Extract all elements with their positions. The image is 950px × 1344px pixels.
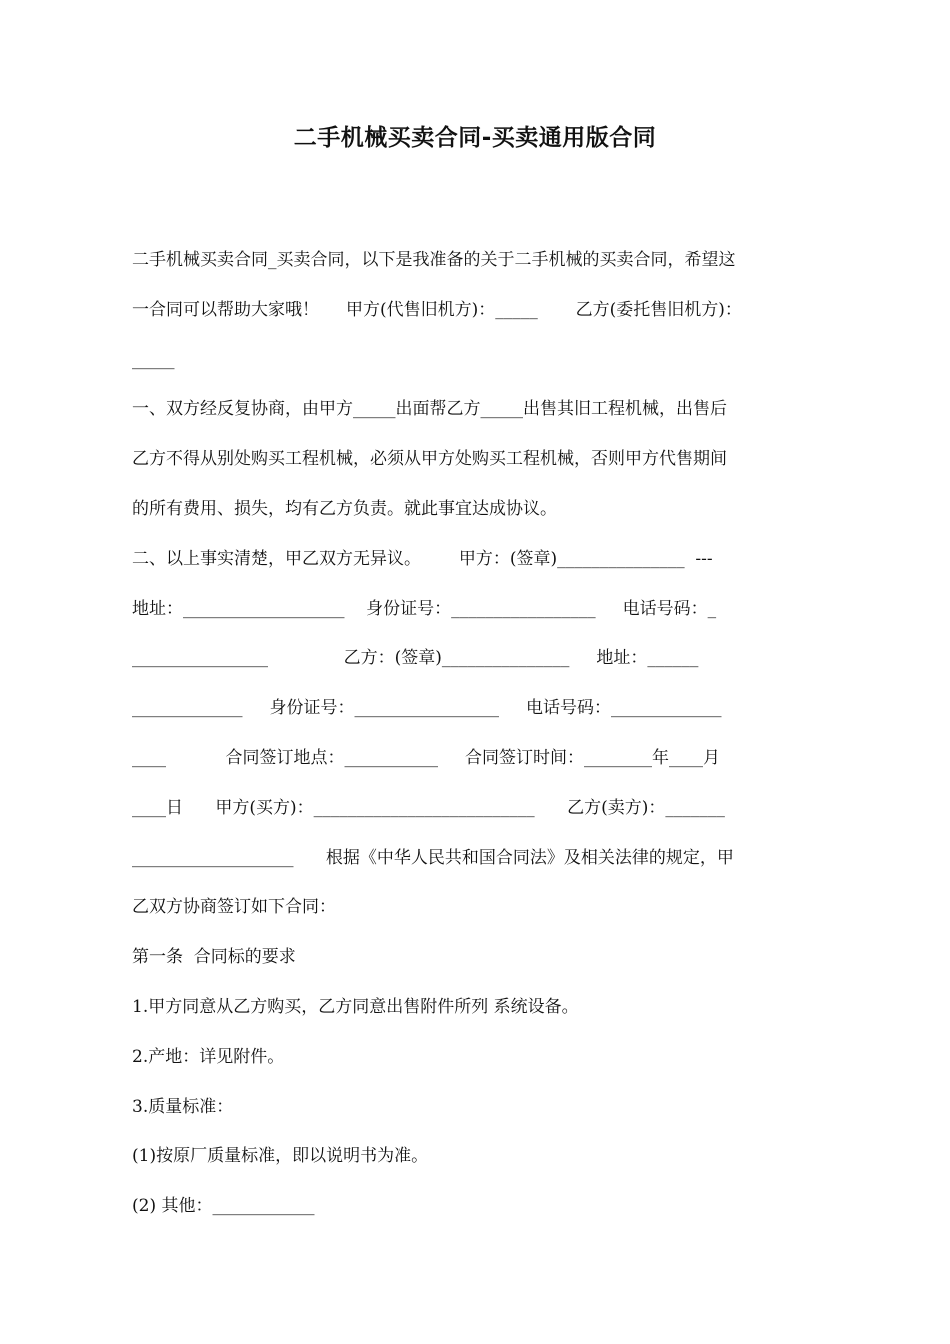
text-line: 3.质量标准： [132, 1096, 234, 1117]
text-line: 的所有费用、损失，均有乙方负责。就此事宜达成协议。 [132, 498, 557, 519]
text-line: ____ 合同签订地点：___________ 合同签订时间：________年____月 [132, 747, 720, 768]
text-line: 乙方不得从别处购买工程机械，必须从甲方处购买工程机械，否则甲方代售期间 [132, 449, 727, 470]
text-line: 二、以上事实清楚，甲乙双方无异议。 甲方：(签章)_______________ --- [132, 548, 713, 569]
text-line: (1)按原厂质量标准，即以说明书为准。 [132, 1146, 429, 1167]
text-line: (2) 其他：____________ [132, 1196, 315, 1217]
text-line: 地址：___________________ 身份证号：_________________ 电话号码：_ [132, 598, 717, 619]
text-line: ____日 甲方(买方)：__________________________ 乙方(卖方)：_______ [132, 797, 725, 818]
text-line: 乙双方协商签订如下合同： [132, 897, 336, 918]
section-heading: 第一条 合同标的要求 [132, 947, 296, 968]
contract-body [132, 236, 820, 1232]
document-title: 二手机械买卖合同-买卖通用版合同 [293, 125, 657, 151]
text-line: 1.甲方同意从乙方购买，乙方同意出售附件所列 系统设备。 [132, 996, 579, 1017]
text-line: 2.产地：详见附件。 [132, 1046, 285, 1067]
text-line: 二手机械买卖合同_买卖合同，以下是我准备的关于二手机械的买卖合同，希望这 [132, 250, 736, 270]
text-line: _____________ 身份证号：_________________ 电话号码：_____________ [132, 698, 722, 719]
text-line: ________________ 乙方：(签章)_______________ 地址：______ [132, 648, 699, 669]
text-line: _____ [132, 349, 175, 370]
text-line: 一、双方经反复协商，由甲方_____出面帮乙方_____出售其旧工程机械，出售后 [132, 399, 727, 420]
text-line: ___________________ 根据《中华人民共和国合同法》及相关法律的规定，甲 [132, 847, 734, 868]
text-line: 一合同可以帮助大家哦！ 甲方(代售旧机方)：_____ 乙方(委托售旧机方)： [132, 299, 742, 320]
